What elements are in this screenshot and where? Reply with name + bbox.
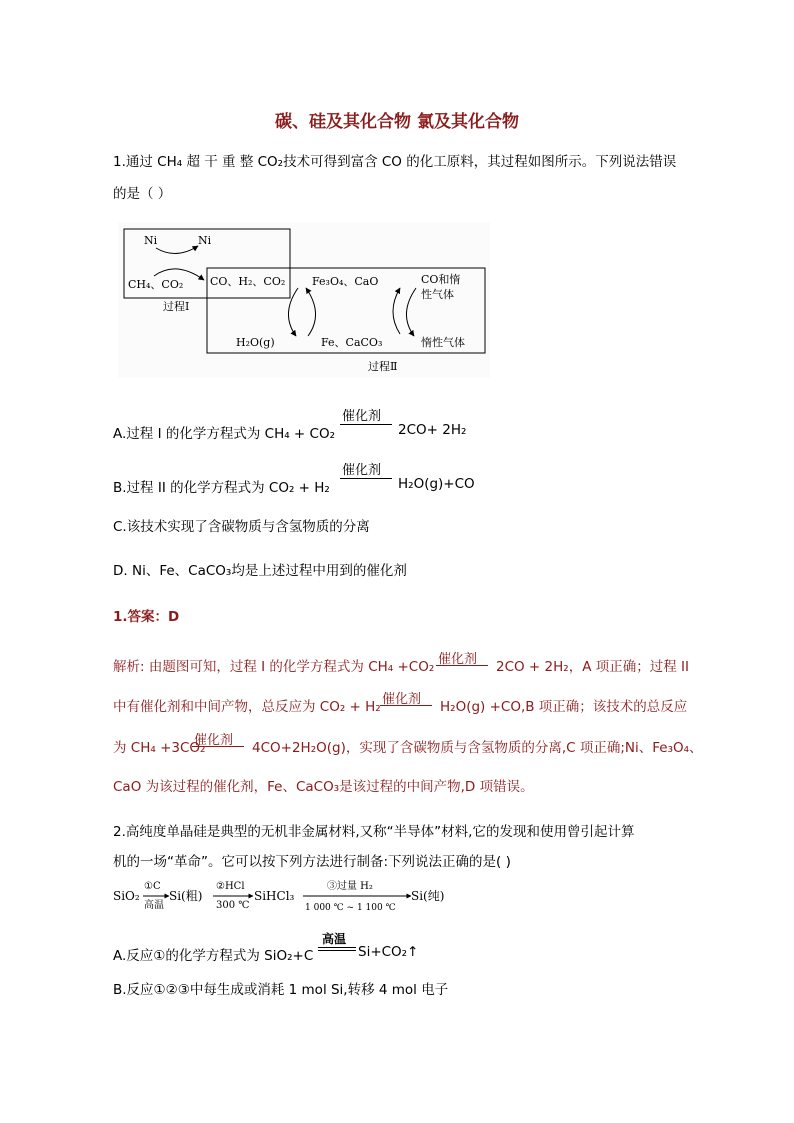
q1-exp-l1-bar bbox=[436, 665, 488, 666]
q1-explanation-line1: 解析: 由题图可知，过程 I 的化学方程式为 CH₄ +CO₂ bbox=[113, 659, 435, 675]
q1-option-a-products: 2CO+ 2H₂ bbox=[398, 422, 467, 438]
q1-exp-l3-catalyst: 催化剂 bbox=[194, 733, 234, 748]
step1-reagent: ①C bbox=[144, 881, 161, 892]
process1-label: 过程Ⅰ bbox=[163, 300, 190, 313]
q2-option-a-products: Si+CO₂↑ bbox=[358, 944, 419, 960]
q2-option-a-bar1 bbox=[318, 947, 356, 948]
inert-gas-label: 惰性气体 bbox=[421, 336, 465, 349]
q1-answer: 1.答案：D bbox=[113, 609, 180, 625]
q1-explanation-line2b: H₂O(g) +CO,B 项正确；该技术的总反应 bbox=[440, 699, 688, 715]
q1-option-b-products: H₂O(g)+CO bbox=[398, 476, 475, 492]
q1-explanation-line3: 为 CH₄ +3CO₂ bbox=[113, 740, 206, 756]
q1-stem-line1: 1.通过 CH₄ 超 干 重 整 CO₂技术可得到富含 CO 的化工原料，其过程如图所示。下列说法错误 bbox=[113, 154, 677, 170]
q2-option-b: B.反应①②③中每生成或消耗 1 mol Si,转移 4 mol 电子 bbox=[113, 982, 449, 998]
q1-option-b: B.过程 II 的化学方程式为 CO₂ + H₂ bbox=[113, 480, 330, 496]
co-inert-label-2: 性气体 bbox=[421, 288, 454, 301]
q2-stem-line2: 机的一场“革命”。它可以按下列方法进行制备:下列说法正确的是( ) bbox=[113, 854, 511, 870]
q1-option-b-catalyst: 催化剂 bbox=[342, 463, 382, 478]
step3-reagent: ③过量 H₂ bbox=[327, 881, 373, 892]
ch4-co2-label: CH₄、CO₂ bbox=[128, 278, 184, 291]
q1-explanation-line4: CaO 为该过程的催化剂，Fe、CaCO₃是该过程的中间产物,D 项错误。 bbox=[113, 779, 534, 795]
q1-stem-line2: 的是（ ） bbox=[113, 186, 172, 202]
step3-condition: 1 000 ℃ ~ 1 100 ℃ bbox=[305, 903, 396, 913]
q2-option-a: A.反应①的化学方程式为 SiO₂+C bbox=[113, 948, 314, 964]
co-inert-label-1: CO和惰 bbox=[421, 273, 461, 286]
q1-option-d: D. Ni、Fe、CaCO₃均是上述过程中用到的催化剂 bbox=[113, 563, 407, 579]
fe3o4-cao-label: Fe₃O₄、CaO bbox=[312, 275, 379, 288]
sihcl3-label: SiHCl₃ bbox=[254, 889, 295, 903]
q1-option-a-bar bbox=[340, 424, 392, 425]
q2-option-a-condition: 高温 bbox=[322, 932, 347, 946]
co-h2-co2-label: CO、H₂、CO₂ bbox=[210, 275, 286, 288]
q1-option-a-catalyst: 催化剂 bbox=[342, 409, 382, 424]
q1-option-c: C.该技术实现了含碳物质与含氢物质的分离 bbox=[113, 519, 370, 535]
q1-option-a: A.过程 I 的化学方程式为 CH₄ + CO₂ bbox=[113, 426, 335, 442]
sio2-label: SiO₂ bbox=[113, 889, 140, 903]
page-title: 碳、硅及其化合物 氯及其化合物 bbox=[275, 112, 519, 132]
step2-reagent: ②HCl bbox=[216, 881, 245, 892]
h2o-label: H₂O(g) bbox=[236, 336, 275, 349]
process-diagram bbox=[118, 222, 490, 378]
q1-exp-l2-bar bbox=[380, 705, 432, 706]
q1-option-b-bar bbox=[340, 478, 392, 479]
q1-explanation-line1b: 2CO + 2H₂，A 项正确；过程 II bbox=[496, 659, 689, 675]
step1-condition: 高温 bbox=[144, 900, 164, 911]
q1-exp-l2-catalyst: 催化剂 bbox=[382, 692, 422, 707]
q2-stem-line1: 2.高纯度单晶硅是典型的无机非金属材料,又称“半导体”材料,它的发现和使用曾引起计算 bbox=[113, 824, 635, 840]
process2-label: 过程Ⅱ bbox=[368, 360, 398, 373]
ni-left-label: Ni bbox=[144, 234, 158, 247]
si-crude-label: Si(粗) bbox=[169, 889, 203, 903]
q1-explanation-line2: 中有催化剂和中间产物，总反应为 CO₂ + H₂ bbox=[113, 699, 381, 715]
q1-exp-l1-catalyst: 催化剂 bbox=[438, 652, 478, 667]
q1-exp-l3-bar bbox=[192, 746, 244, 747]
q1-explanation-line3b: 4CO+2H₂O(g)，实现了含碳物质与含氢物质的分离,C 项正确;Ni、Fe₃O₄、 bbox=[252, 740, 703, 756]
q2-option-a-bar2 bbox=[318, 950, 356, 951]
ni-right-label: Ni bbox=[198, 234, 212, 247]
silicon-reaction-scheme bbox=[113, 876, 458, 914]
si-pure-label: Si(纯) bbox=[411, 889, 445, 903]
step2-condition: 300 ℃ bbox=[216, 900, 250, 911]
fe-caco3-label: Fe、CaCO₃ bbox=[321, 336, 383, 349]
